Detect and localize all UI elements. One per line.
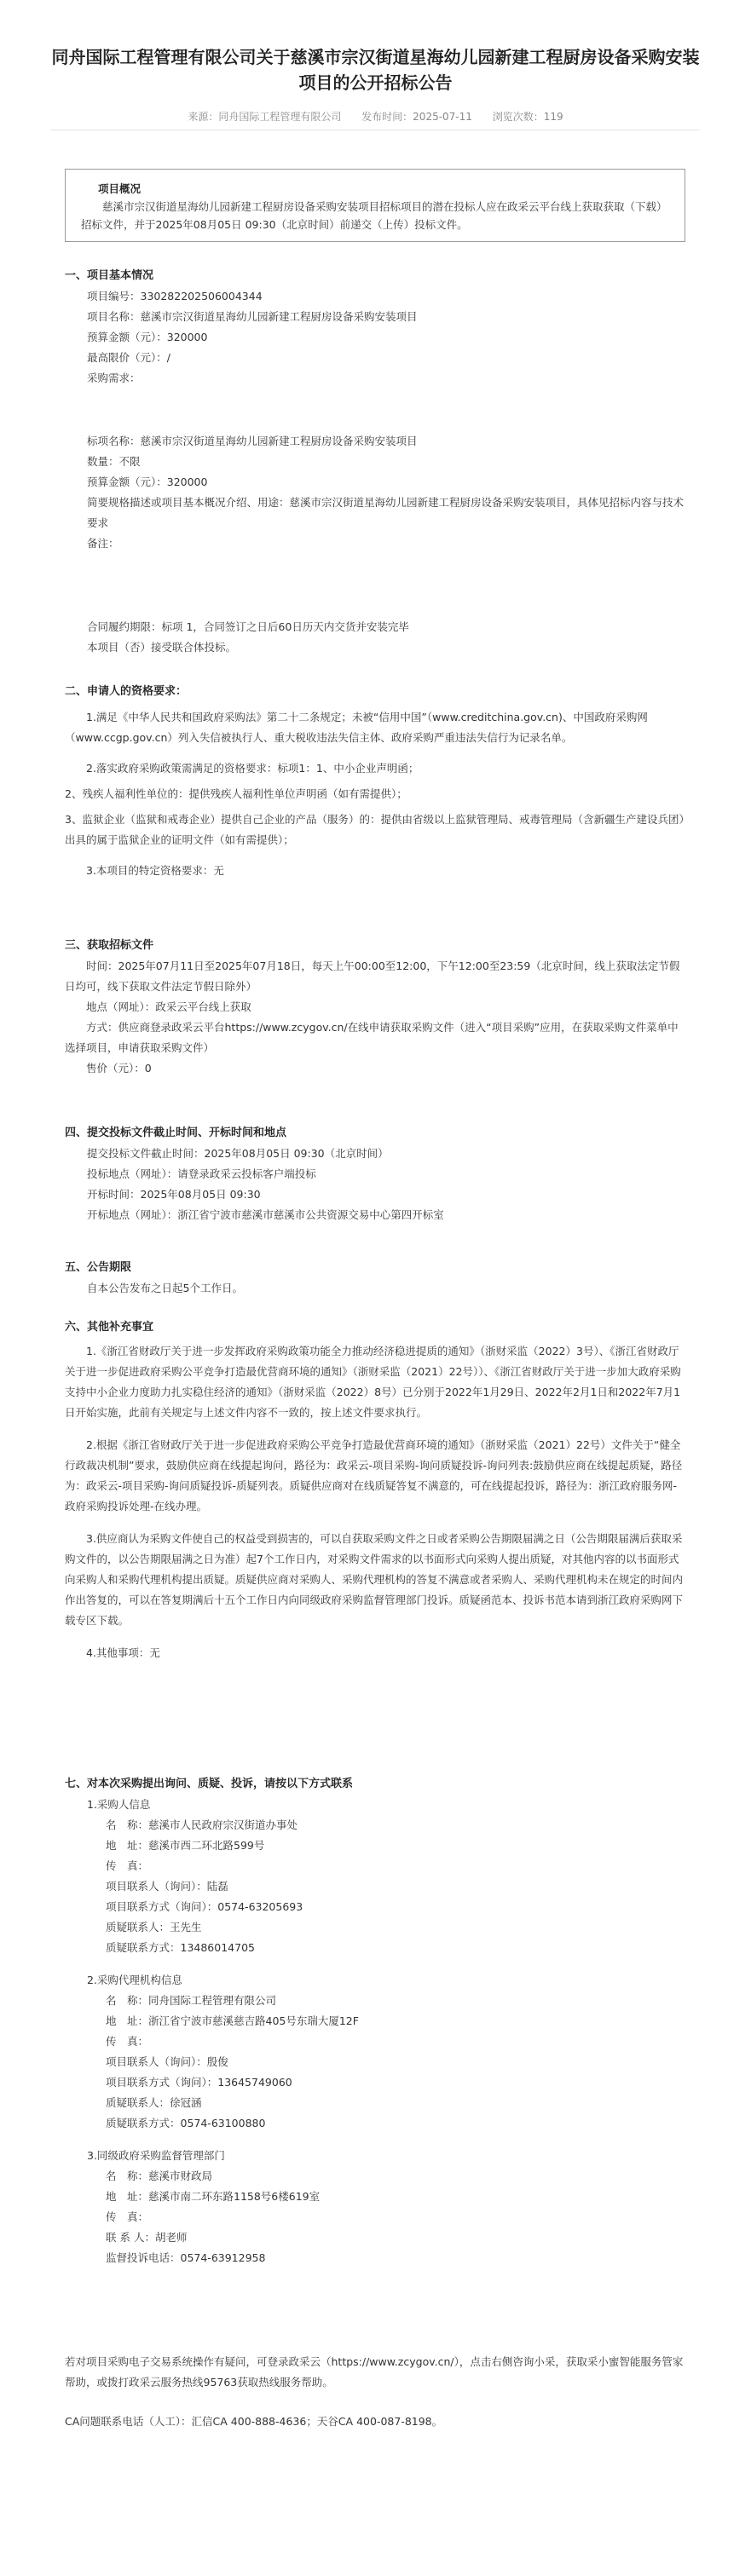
publish-date: 发布时间：2025-07-11 (361, 111, 472, 123)
lot-details (65, 431, 685, 554)
source-label: 来源：同舟国际工程管理有限公司 (188, 111, 342, 123)
contact-line: 联 系 人：胡老师 (106, 2231, 188, 2244)
paragraph: 4.其他事项：无 (86, 1646, 160, 1659)
section-deadline (65, 1123, 685, 1225)
contact-line: 项目联系人（询问）：殷俊 (106, 2055, 228, 2068)
obtain-time: 时间：2025年07月11日至2025年07月18日，每天上午00:00至12:00，下午12:00至23:59（北京时间，线上获取法定节假日均可，线下获取文件法定节假日除外） (65, 960, 680, 993)
info-line: 自本公告发布之日起5个工作日。 (87, 1282, 243, 1294)
contact-line: 质疑联系人：王先生 (106, 1921, 202, 1933)
section-basic-info (65, 266, 685, 389)
obtain-method: 方式：供应商登录政采云平台https://www.zcygov.cn/在线申请获取采购文件（进入“项目采购”应用，在获取采购文件菜单中选择项目，申请获取采购文件） (65, 1021, 679, 1054)
page-title: 同舟国际工程管理有限公司关于慈溪市宗汉街道星海幼儿园新建工程厨房设备采购安装项目的公开招标公告 (51, 47, 700, 93)
paragraph: 1.《浙江省财政厅关于进一步发挥政府采购政策功能全力推动经济稳进提质的通知》（浙财采监（2022）3号）、《浙江省财政厅关于进一步促进政府采购公平竞争打造最优营商环境的通知》（浙财采监（2021）22号））、《浙江省财政厅关于进一步加大政府采购支持中小企业力度助力扎实稳住经济的通知》（浙财采监（2022）8号）已分别于2022年1月29日、2022年2月1日和2022年7月1日开始实施，此前有关规定与上述文件内容不一致的，按上述文件要求执行。 (65, 1345, 681, 1419)
info-line: 项目名称：慈溪市宗汉街道星海幼儿园新建工程厨房设备采购安装项目 (87, 310, 418, 323)
section-heading: 二、申请人的资格要求： (65, 685, 188, 698)
contact-line: 质疑联系方式：0574-63100880 (106, 2117, 266, 2129)
footer-notes (65, 2352, 685, 2432)
info-line: 合同履约期限：标项 1，合同签订之日后60日历天内交货并安装完毕 (87, 620, 409, 633)
contact-line: 名 称：同舟国际工程管理有限公司 (106, 1994, 277, 2007)
obtain-price: 售价（元）：0 (86, 1062, 152, 1075)
section-heading: 一、项目基本情况 (65, 269, 154, 282)
paragraph: 2.根据《浙江省财政厅关于进一步促进政府采购公平竞争打造最优营商环境的通知》（浙财采监（2021）22号）文件关于“健全行政裁决机制”要求，鼓励供应商在线提起询问，路径为：政采云-项目采购-询问质疑投诉-询问列表:鼓励供应商在线提起质疑，路径为：政采云-项目采购-询问质疑投诉-质疑列表。质疑供应商对在线质疑答复不满意的，可在线提起投诉，路径为：浙江政府服务网-政府采购投诉处理-在线办理。 (65, 1438, 683, 1513)
section-heading: 三、获取招标文件 (65, 939, 154, 952)
info-line: 投标地点（网址）：请登录政采云投标客户端投标 (87, 1167, 316, 1180)
section-heading: 五、公告期限 (65, 1261, 132, 1274)
contact-line: 传 真： (106, 1859, 149, 1872)
info-line: 提交投标文件截止时间：2025年08月05日 09:30（北京时间） (87, 1147, 389, 1160)
contact-line: 项目联系人（询问）：陆磊 (106, 1880, 228, 1893)
meta-bar (0, 109, 751, 124)
summary-title: 项目概况 (98, 182, 142, 195)
summary-box (65, 169, 685, 242)
help-note: 若对项目采购电子交易系统操作有疑问，可登录政采云（https://www.zcygov.cn/），点击右侧咨询小采，获取采小蜜智能服务管家帮助，或拨打政采云服务热线95763获取热线服务帮助。 (65, 2355, 684, 2389)
summary-text: 慈溪市宗汉街道星海幼儿园新建工程厨房设备采购安装项目招标项目的潜在投标人应在政采云平台线上获取获取（下载）招标文件，并于2025年08月05日 09:30（北京时间）前递交（上传）投标文件。 (81, 200, 667, 231)
paragraph: 3.本项目的特定资格要求：无 (86, 864, 224, 877)
obtain-place: 地点（网址）：政采云平台线上获取 (86, 1000, 251, 1013)
section-qualifications (65, 682, 685, 881)
contact-line: 地 址：慈溪市南二环东路1158号6楼619室 (106, 2190, 321, 2203)
lot-line: 预算金额（元）：320000 (87, 475, 208, 488)
section-heading: 七、对本次采购提出询问、质疑、投诉，请按以下方式联系 (65, 1778, 354, 1790)
contact-line: 质疑联系人：徐冠涵 (106, 2096, 202, 2109)
ca-contact-note: CA问题联系电话（人工）：汇信CA 400-888-4636；天谷CA 400-087-8198。 (65, 2415, 443, 2428)
info-line: 采购需求： (87, 372, 141, 384)
paragraph: 2.落实政府采购政策需满足的资格要求：标项1：1、中小企业声明函； (86, 762, 419, 775)
info-line: 最高限价（元）：/ (87, 351, 170, 364)
info-line: 本项目（否）接受联合体投标。 (87, 641, 237, 654)
info-line: 项目编号：330282202506004344 (87, 290, 263, 303)
contact-line: 地 址：慈溪市西二环北路599号 (106, 1839, 265, 1852)
section-period (65, 1258, 685, 1299)
group-title: 2.采购代理机构信息 (87, 1974, 182, 1986)
contact-line: 传 真： (106, 2035, 149, 2048)
paragraph: 1.满足《中华人民共和国政府采购法》第二十二条规定；未被“信用中国”（www.creditchina.gov.cn)、中国政府采购网（www.ccgp.gov.cn）列入失信被执行人、重大税收违法失信主体、政府采购严重违法失信行为记录名单。 (65, 711, 648, 744)
paragraph: 3.供应商认为采购文件使自己的权益受到损害的，可以自获取采购文件之日或者采购公告期限届满之日（公告期限届满后获取采购文件的，以公告期限届满之日为准）起7个工作日内，对采购文件需求的以书面形式向采购人提出质疑，对其他内容的以书面形式向采购人和采购代理机构提出质疑。质疑供应商对采购人、采购代理机构的答复不满意或者采购人、采购代理机构未在规定的时间内作出答复的，可以在答复期满后十五个工作日内向同级政府采购监督管理部门投诉。质疑函范本、投诉书范本请到浙江政府采购网下载专区下载。 (65, 1532, 684, 1627)
info-line: 开标时间：2025年08月05日 09:30 (87, 1188, 261, 1201)
section-contacts (65, 1774, 685, 2268)
contact-line: 名 称：慈溪市财政局 (106, 2170, 213, 2182)
contact-line: 监督投诉电话：0574-63912958 (106, 2251, 266, 2264)
section-supplementary (65, 1317, 685, 1663)
lot-line: 简要规格描述或项目基本概况介绍、用途：慈溪市宗汉街道星海幼儿园新建工程厨房设备采购安装项目，具体见招标内容与技术要求 (87, 496, 685, 529)
lot-line: 备注： (87, 537, 119, 550)
contact-line: 名 称：慈溪市人民政府宗汉街道办事处 (106, 1818, 298, 1831)
info-line: 预算金额（元）：320000 (87, 331, 208, 343)
paragraph: 3、监狱企业（监狱和戒毒企业）提供自己企业的产品（服务）的：提供由省级以上监狱管理局、戒毒管理局（含新疆生产建设兵团）出具的属于监狱企业的证明文件（如有需提供）； (65, 813, 685, 846)
contract-info (65, 617, 685, 658)
contact-line: 质疑联系方式：13486014705 (106, 1941, 255, 1954)
info-line: 开标地点（网址）：浙江省宁波市慈溪市慈溪市公共资源交易中心第四开标室 (87, 1208, 444, 1221)
contact-line: 项目联系方式（询问）：13645749060 (106, 2076, 292, 2089)
section-obtain-docs (65, 936, 685, 1079)
contact-line: 地 址：浙江省宁波市慈溪慈吉路405号东瑞大厦12F (106, 2014, 359, 2027)
section-heading: 六、其他补充事宜 (65, 1321, 154, 1334)
group-title: 1.采购人信息 (87, 1798, 151, 1811)
lot-line: 标项名称：慈溪市宗汉街道星海幼儿园新建工程厨房设备采购安装项目 (87, 435, 418, 447)
group-title: 3.同级政府采购监督管理部门 (87, 2149, 225, 2162)
view-count: 浏览次数：119 (492, 111, 563, 123)
paragraph: 2、残疾人福利性单位的：提供残疾人福利性单位声明函（如有需提供）； (65, 787, 407, 800)
section-heading: 四、提交投标文件截止时间、开标时间和地点 (65, 1127, 287, 1139)
lot-line: 数量：不限 (87, 455, 141, 468)
contact-line: 项目联系方式（询问）：0574-63205693 (106, 1900, 303, 1913)
contact-line: 传 真： (106, 2210, 149, 2223)
